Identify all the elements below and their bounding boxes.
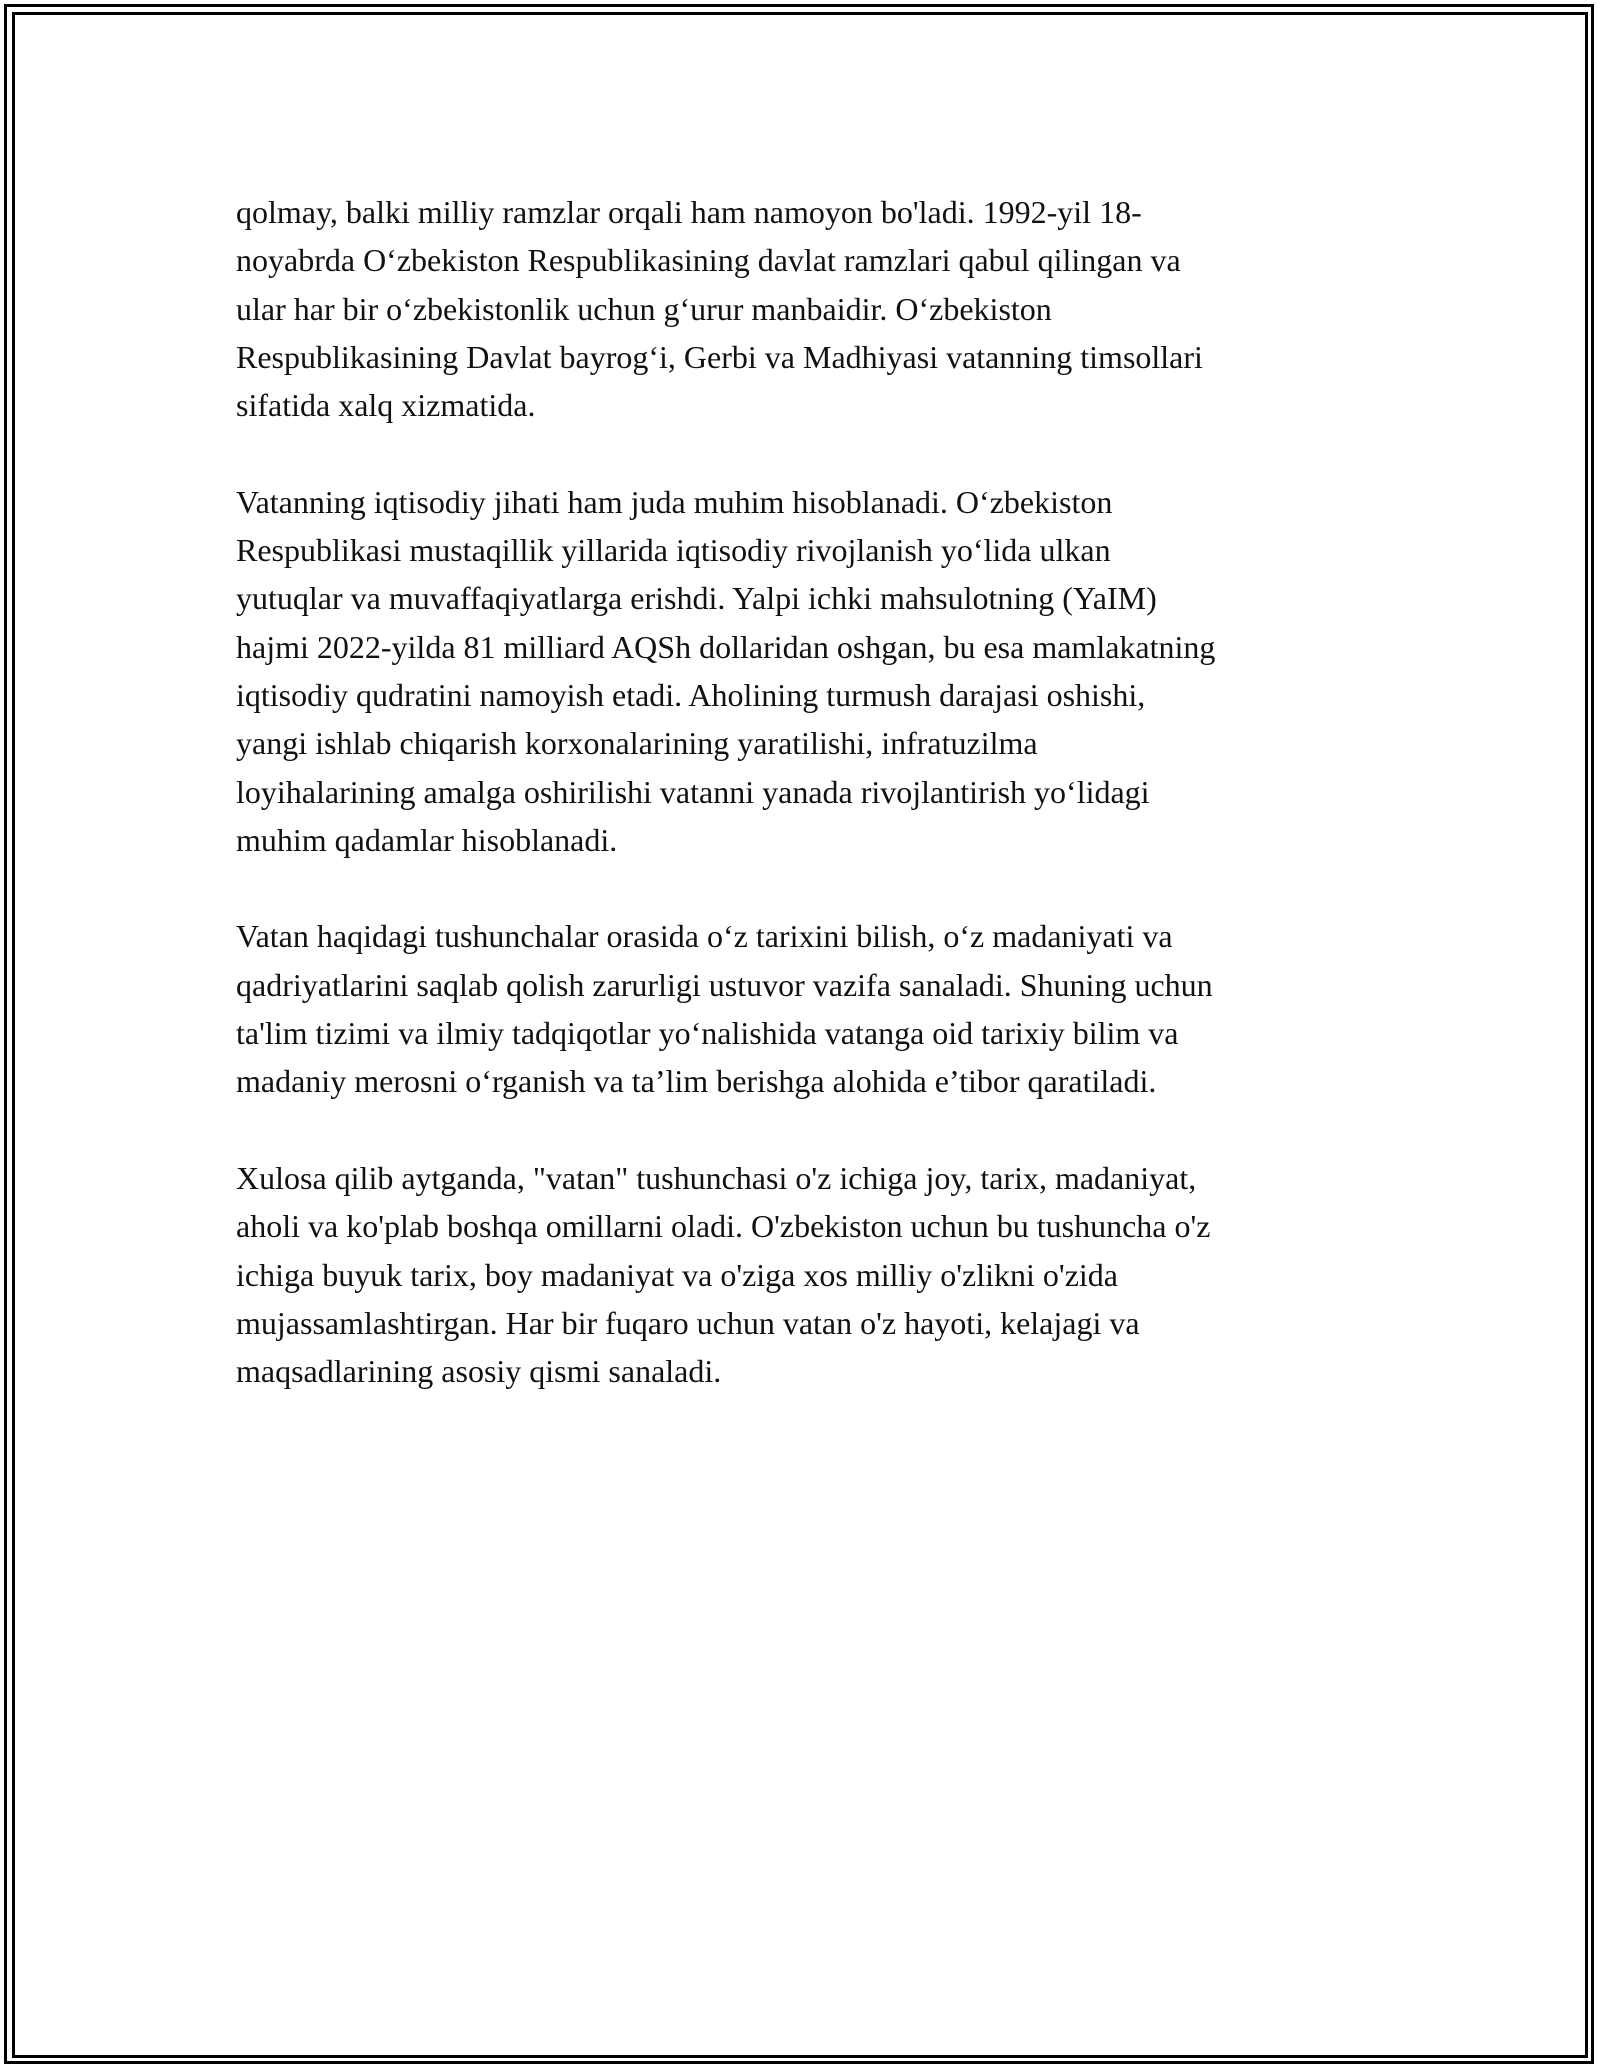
paragraph-national-symbols: qolmay, balki milliy ramzlar orqali ham namoyon bo'ladi. 1992-yil 18- noyabrda O‘zbekiston Respublikasining davlat ramzlari qabul qilingan va ular har bir o‘zbekistonlik uchun g‘urur manbaidir. O‘zbekiston Respublikasining Davlat bayrog‘i, Gerbi va Madhiyasi vatanning timsollari sifatida xalq xizmatida. [236, 194, 1203, 424]
paragraph-conclusion: Xulosa qilib aytganda, "vatan" tushunchasi o'z ichiga joy, tarix, madaniyat, aholi va ko'plab boshqa omillarni oladi. O'zbekiston uchun bu tushuncha o'z ichiga buyuk tarix, boy madaniyat va o'ziga xos milliy o'zlikni o'zida mujassamlashtirgan. Har bir fuqaro uchun vatan o'z hayoti, kelajagi va maqsadlarining asosiy qismi sanaladi. [236, 1159, 1211, 1390]
document-body [236, 188, 1366, 1444]
paragraph-history-culture: Vatan haqidagi tushunchalar orasida o‘z tarixini bilish, o‘z madaniyati va qadriyatlarini saqlab qolish zarurligi ustuvor vazifa sanaladi. Shuning uchun ta'lim tizimi va ilmiy tadqiqotlar yo‘nalishida vatanga oid tarixiy bilim va madaniy merosni o‘rganish va ta’lim berishga alohida e’tibor qaratiladi. [236, 918, 1213, 1100]
paragraph-economy: Vatanning iqtisodiy jihati ham juda muhim hisoblanadi. O‘zbekiston Respublikasi mustaqillik yillarida iqtisodiy rivojlanish yo‘lida ulkan yutuqlar va muvaffaqiyatlarga erishdi. Yalpi ichki mahsulotning (YaIM) hajmi 2022-yilda 81 milliard AQSh dollaridan oshgan, bu esa mamlakatning iqtisodiy qudratini namoyish etadi. Aholining turmush darajasi oshishi, yangi ishlab chiqarish korxonalarining yaratilishi, infratuzilma loyihalarining amalga oshirilishi vatanni yanada rivojlantirish yo‘lidagi muhim qadamlar hisoblanadi. [236, 483, 1216, 858]
